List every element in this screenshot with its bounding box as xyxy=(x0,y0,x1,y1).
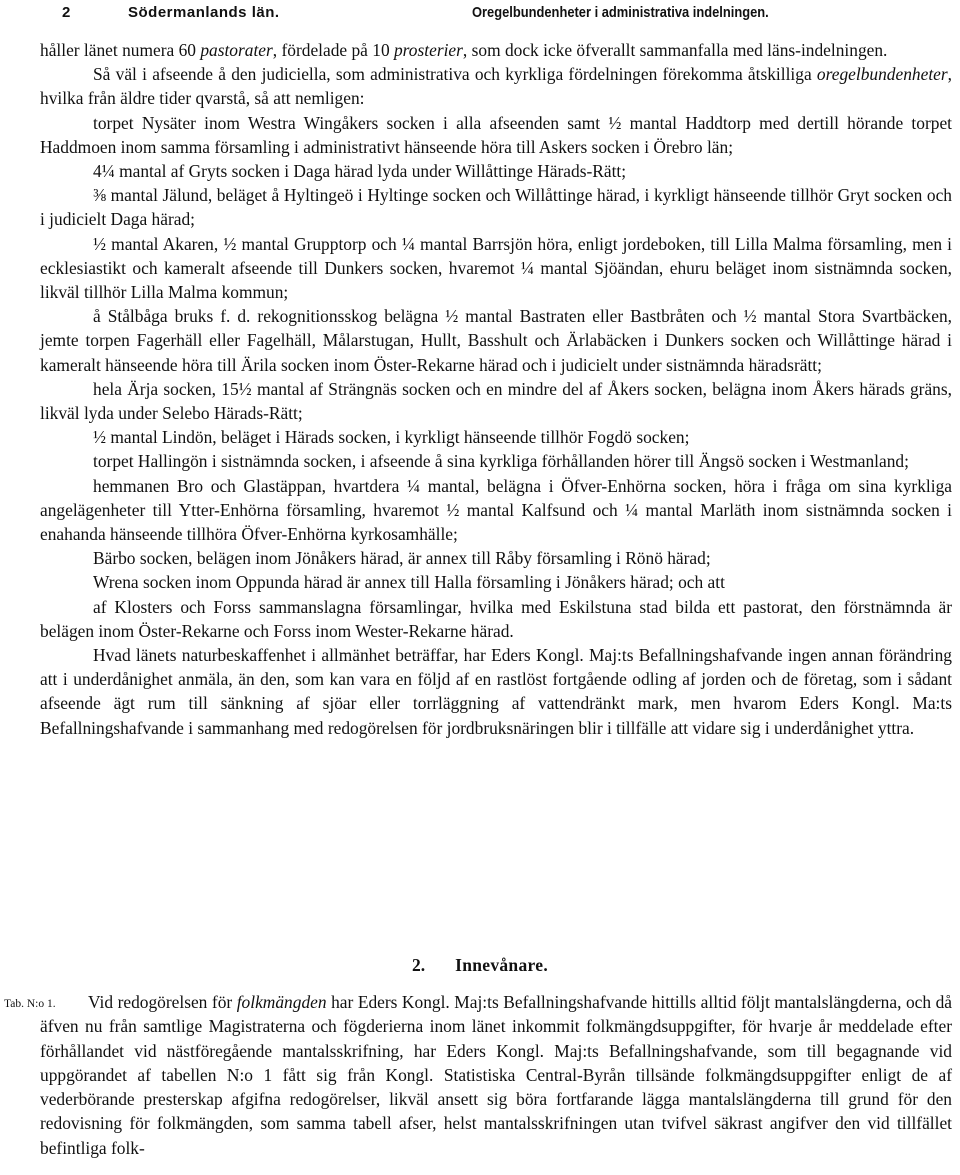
section-2-heading xyxy=(0,955,960,976)
section-heading-title: Innevånare. xyxy=(455,955,549,975)
italic-term: prosterier xyxy=(393,40,463,60)
text-run: , fördelade på 10 xyxy=(272,40,394,60)
paragraph: hela Ärja socken, 15½ mantal af Strängnäs socken och en mindre del af Åkers socken, belägna inom Åkers härads gräns, likväl lyda under Selebo Härads-Rätt; xyxy=(40,378,952,424)
county-title: Södermanlands län. xyxy=(128,4,280,21)
text-run: Så väl i afseende å den judiciella, som administrativa och kyrkliga fördelningen förekomma åtskilliga xyxy=(93,64,817,85)
text-run: , hvilka från äldre tider qvarstå, så att nemligen: xyxy=(40,64,952,109)
section-2-body xyxy=(40,990,952,1160)
section-1-body xyxy=(40,38,952,740)
italic-term: folkmängden xyxy=(236,992,327,1012)
running-header xyxy=(0,4,960,28)
paragraph: Bärbo socken, belägen inom Jönåkers härad, är annex till Råby församling i Rönö härad; xyxy=(93,548,711,569)
text-run: håller länet numera 60 xyxy=(40,40,201,60)
paragraph: 4¼ mantal af Gryts socken i Daga härad lyda under Willåttinge Härads-Rätt; xyxy=(93,161,627,182)
paragraph: ½ mantal Akaren, ½ mantal Grupptorp och ¼ mantal Barrsjön höra, enligt jordeboken, till Lilla Malma församling, men i ecklesiastikt och kameralt afseende till Dunkers socken, hvaremot ¼ mantal Sjöändan, ehuru beläget inom sistnämnda socken, likväl tillhör Lilla Malma kommun; xyxy=(40,233,952,303)
paragraph: å Stålbåga bruks f. d. rekognitionsskog belägna ½ mantal Bastraten eller Bastbråten och ½ mantal Stora Svartbäcken, jemte torpen Fagerhäll eller Fagelhäll, Målarstugan, Hullt, Basshult och Ärlabäcken i Dunkers socken och Willåttinge härad i kameralt hänseende höra till Ärila socken inom Öster-Rekarne härad och i judicielt under sistnämnda häradsrätt; xyxy=(40,306,952,375)
paragraph: ⅜ mantal Jälund, beläget å Hyltingeö i Hyltinge socken och Willåttinge härad, i kyrkligt hänseende tillhör Gryt socken och i judicielt Daga härad; xyxy=(40,185,952,230)
page-number: 2 xyxy=(62,4,71,21)
paragraph: torpet Hallingön i sistnämnda socken, i afseende å sina kyrkliga förhållanden hörer till Ängsö socken i Westmanland; xyxy=(93,451,909,472)
paragraph: Hvad länets naturbeskaffenhet i allmänhet beträffar, har Eders Kongl. Maj:ts Befallningshafvande ingen annan förändring att i underdånighet anmäla, än den, som kan vara en följd af en rastlöst fortgående odling af jorden och de företag, som i sådant afseende ägt rum till sänkning af sjöar eller torrläggning af vattendränkt mark, men hvarom Eders Kongl. Ma:ts Befallningshafvande i sammanhang med redogörelsen för jordbruksnäringen blir i tillfälle att vidare sig i underdånighet yttra. xyxy=(40,645,952,738)
paragraph: hemmanen Bro och Glastäppan, hvartdera ¼ mantal, belägna i Öfver-Enhörna socken, höra i fråga om sina kyrkliga angelägenheter till Ytter-Enhörna församling, hvaremot ½ mantal Kalfsund och ¼ mantal Marläth inom sistnämnda socken i enahanda hänseende tillhöra Öfver-Enhörna kyrkosamhälle; xyxy=(40,475,952,545)
margin-note: Tab. N:o 1. xyxy=(4,998,56,1010)
italic-term: pastorater xyxy=(200,40,273,60)
paragraph xyxy=(40,62,952,110)
paragraph: ½ mantal Lindön, beläget i Härads socken, i kyrkligt hänseende tillhör Fogdö socken; xyxy=(93,427,690,448)
paragraph: torpet Nysäter inom Westra Wingåkers socken i alla afseenden samt ½ mantal Haddtorp med dertill hörande torpet Haddmoen inom samma församling i administrativt hänseende höra till Askers socken i Örebro län; xyxy=(40,112,952,157)
paragraph: af Klosters och Forss sammanslagna församlingar, hvilka med Eskilstuna stad bilda ett pastorat, den förstnämnda är belägen inom Öster-Rekarne och Forss inom Wester-Rekarne härad. xyxy=(40,596,952,641)
paragraph: Wrena socken inom Oppunda härad är annex till Halla församling i Jönåkers härad; och att xyxy=(93,572,725,593)
text-run: har Eders Kongl. Maj:ts Befallningshafvande hittills alltid följt mantalslängderna, och då äfven nu från samtlige Magistraterna och fögderierna inom länet inkommit folkmängdsuppgifter, för hvarje år meddelade efter förhållandet vid nästföregående mantalsskrifning, har Eders Kongl. Maj:ts Befallningshafvande, som till begagnande vid uppgörandet af tabellen N:o 1 fått sig från Kongl. Statistiska Central-Byrån tillsände folkmängdsuppgifter enligt de af vederbörande presterskap afgifna redogörelser, likväl ansett sig böra fortfarande lägga mantalslängderna till grund för den redovisning för folkmängden, som samma tabell afser, helst mantalsskrifningen utan tvifvel säkrast angifver den vid tillfället befintliga folk- xyxy=(40,992,953,1158)
italic-term: oregelbundenheter xyxy=(816,64,948,85)
text-run: , som dock icke öfverallt sammanfalla med läns-indelningen. xyxy=(462,40,888,60)
paragraph xyxy=(40,38,952,62)
paragraph xyxy=(40,990,952,1160)
text-run: Vid redogörelsen för xyxy=(88,992,237,1012)
section-title: Oregelbundenheter i administrativa indelningen. xyxy=(472,4,769,21)
section-number: 2. xyxy=(411,955,426,975)
